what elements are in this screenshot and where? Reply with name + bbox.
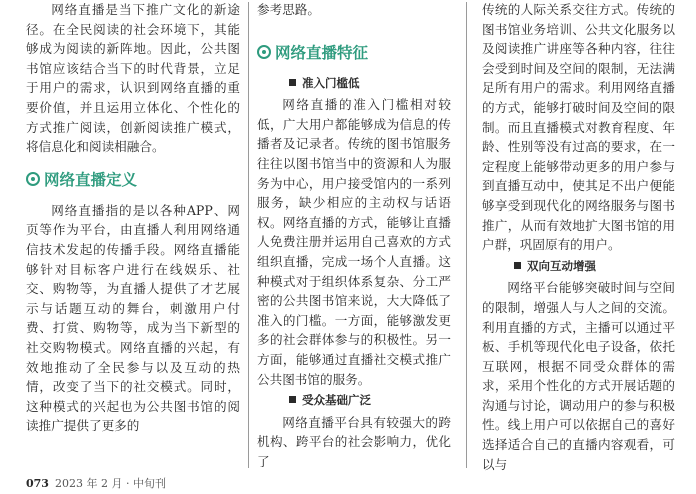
- subheading-broad-audience: 受众基础广泛: [257, 391, 451, 411]
- column-divider: [248, 2, 249, 468]
- section-heading-definition: 网络直播定义: [26, 169, 240, 191]
- column-divider: [466, 2, 467, 468]
- square-bullet-icon: [514, 262, 521, 269]
- subheading-two-way-interaction: 双向互动增强: [482, 257, 675, 277]
- paragraph: 传统的人际关系交往方式。传统的图书馆业务培训、公共文化服务以及阅读推广讲座等各种内容，往往会受到时间及空间的限制，无法满足所有用户的需求。利用网络直播的方式，能够打破时间及空间的限制。而且直播模式对教育程度、年龄、性别等没有过高的要求，在一定程度上能够带动更多的用户参与到直播互动中，使其足不出户便能够享受到现代化的网络服务与图书推广，从而有效地扩大图书馆的用户群，巩固原有的用户。: [482, 2, 675, 253]
- paragraph: 网络直播的准入门槛相对较低，广大用户都能够成为信息的传播者及记录者。传统的图书馆服务往往以图书馆当中的资源和人为服务为中心，用户接受馆内的一系列服务，缺少相应的主动权与话语权。网络直播的方式，能够让直播人免费注册并运用自己喜欢的方式组织直播，完成一场个人直播。这种模式对于组织体系复杂、分工严密的公共图书馆来说，大大降低了准入的门槛。一方面，能够激发更多的社会群体参与的积极性。另一方面，能够通过直播社交模式推广公共图书馆的服务。: [257, 97, 451, 387]
- article-column-2: [257, 0, 451, 472]
- issue-info: 2023 年 2 月 · 中旬刊: [54, 477, 166, 490]
- square-bullet-icon: [289, 396, 296, 403]
- section-bullet-icon: [257, 45, 271, 59]
- subheading-low-threshold: 准入门槛低: [257, 74, 451, 94]
- article-column-1: [26, 0, 240, 472]
- square-bullet-icon: [289, 79, 296, 86]
- paragraph: 网络直播是当下推广文化的新途径。在全民阅读的社会环境下，其能够成为阅读的新阵地。因此，公共图书馆应该结合当下的时代背景，立足于用户的需求，认识到网络直播的重要价值，并且运用立体化、个性化的方式推广阅读，创新阅读推广模式，将信息化和阅读相融合。: [26, 2, 240, 155]
- article-column-3: [482, 0, 675, 472]
- paragraph: 网络平台能够突破时间与空间的限制，增强人与人之间的交流。利用直播的方式，主播可以通过平板、手机等现代化电子设备，依托互联网，根据不同受众群体的需求，采用个性化的方式开展话题的沟通与讨论，调动用户的参与积极性。线上用户可以依据自己的喜好选择适合自己的直播内容观看，可以与: [482, 280, 675, 472]
- paragraph: 网络直播平台具有较强大的跨机构、跨平台的社会影响力，优化了: [257, 414, 451, 469]
- paragraph: 网络直播指的是以各种APP、网页等作为平台，由直播人利用网络通信技术发起的传播手段。网络直播能够针对目标客户进行在线娱乐、社交、购物等，为直播人提供了才艺展示与话题互动的舞台，刺激用户付费、打赏、购物等，成为当下新型的社交购物模式。网络直播的兴起，有效地推动了全民参与以及互动的热情，改变了当下的社交模式。同时，这种模式的兴起也为公共图书馆的阅读推广提供了更多的: [26, 202, 240, 434]
- section-bullet-icon: [26, 172, 40, 186]
- page-footer: [26, 475, 166, 491]
- page-number: 073: [26, 477, 49, 490]
- section-heading-features: 网络直播特征: [257, 42, 451, 64]
- paragraph: 参考思路。: [257, 2, 320, 17]
